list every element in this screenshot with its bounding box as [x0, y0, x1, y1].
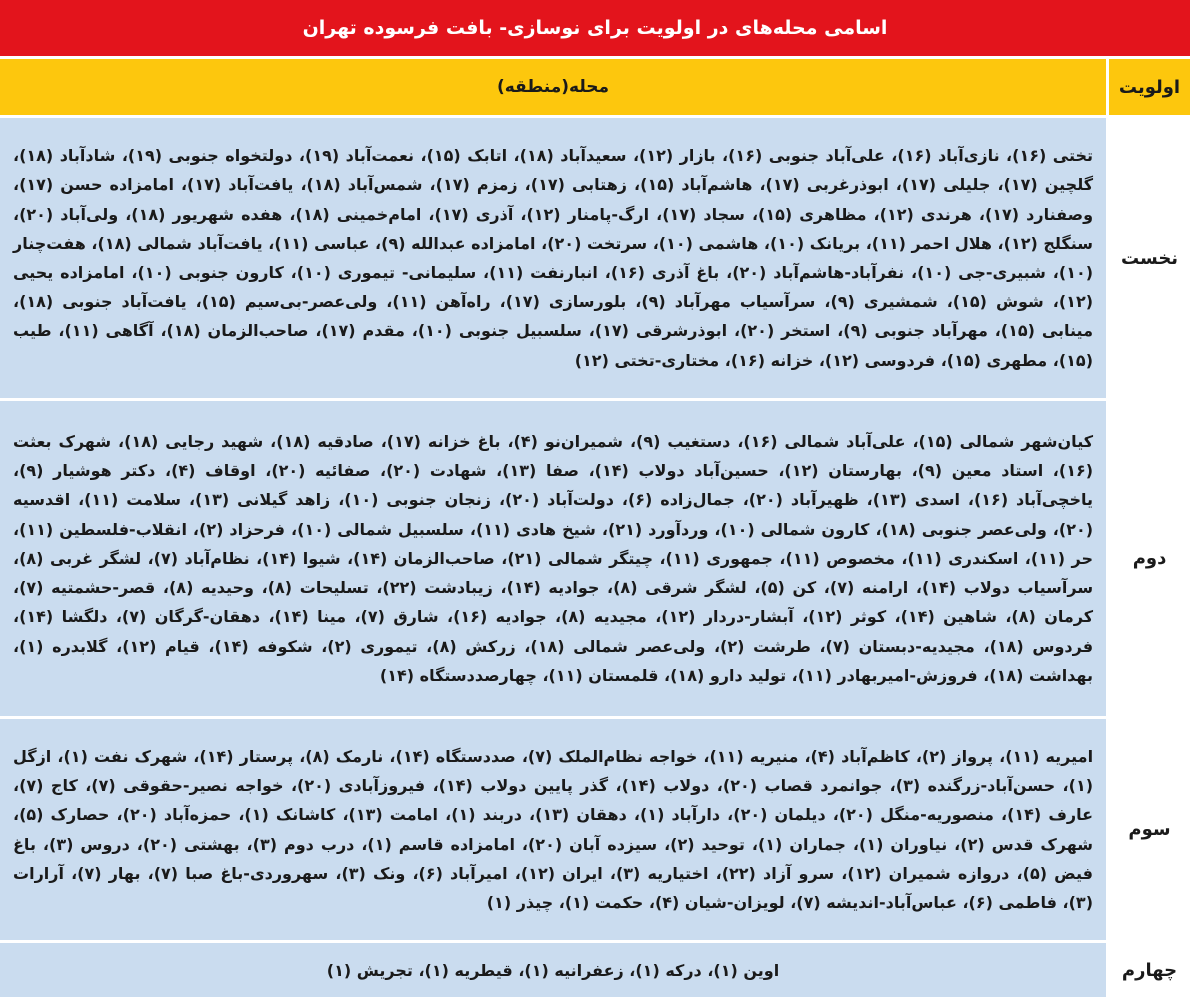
- priority-label: نخست: [1109, 118, 1190, 398]
- column-divider: [1106, 943, 1109, 997]
- priority-row-third: [0, 719, 1190, 940]
- column-divider: [1106, 719, 1109, 940]
- column-divider: [1106, 118, 1109, 398]
- header-priority: اولویت: [1109, 59, 1190, 115]
- priority-label: دوم: [1109, 401, 1190, 716]
- priority-label: چهارم: [1109, 943, 1190, 997]
- neighborhood-list-text: کیان‌شهر شمالی (۱۵)، علی‌آباد شمالی (۱۶)، دستغیب (۹)، شمیران‌نو (۴)، باغ خزانه (۱۷)، صادقیه (۱۸)، شهید رجایی (۱۸)، شهرک بعثت (۱۶)، استاد معین (۹)، بهارستان (۱۲)، حسین‌آباد دولاب (۱۴)، صفا (۱۳)، شهادت (۲۰)، صفائیه (۲۰)، اوقاف (۴)، دکتر هوشیار (۹)، یاخچی‌آباد (۱۶)، اسدی (۱۳)، ظهیرآباد (۲۰)، جمال‌زاده (۶)، دولت‌آباد (۲۰)، زنجان جنوبی (۱۰)، زاهد گیلانی (۱۳)، سلامت (۱۱)، اقدسیه (۲۰)، ولی‌عصر جنوبی (۱۸)، کارون شمالی (۱۰)، وردآورد (۲۱)، شیخ هادی (۱۱)، سلسبیل شمالی (۱۰)، فرحزاد (۲)، انقلاب-فلسطین (۱۱)، حر (۱۱)، اسکندری (۱۱)، مخصوص (۱۱)، جمهوری (۱۱)، چیتگر شمالی (۲۱)، صاحب‌الزمان (۱۴)، شیوا (۱۴)، نظام‌آباد (۷)، لشگر غربی (۸)، سرآسیاب دولاب (۱۴)، ارامنه (۷)، کن (۵)، لشگر شرقی (۸)، جوادیه (۱۴)، زیبادشت (۲۲)، تسلیحات (۸)، وحیدیه (۸)، قصر-حشمتیه (۷)، کرمان (۸)، شاهین (۱۴)، کوثر (۱۲)، آبشار-دردار (۱۲)، مجیدیه (۸)، جوادیه (۱۶)، شارق (۷)، مینا (۱۴)، دهقان-گرگان (۷)، دلگشا (۱۴)، فردوس (۱۸)، مجیدیه-دبستان (۷)، طرشت (۲)، ولی‌عصر شمالی (۱۸)، زرکش (۸)، تیموری (۲)، شکوفه (۱۴)، قیام (۱۲)، گلابدره (۱)، بهداشت (۱۸)، فروزش-امیربهادر (۱۱)، تولید دارو (۱۸)، قلمستان (۱۱)، چهارصددستگاه (۱۴): [13, 432, 1094, 685]
- priority-label: سوم: [1109, 719, 1190, 940]
- header-row: [0, 59, 1190, 115]
- column-divider: [1106, 59, 1109, 115]
- neighborhood-list-text: تختی (۱۶)، نازی‌آباد (۱۶)، علی‌آباد جنوبی (۱۶)، بازار (۱۲)، سعیدآباد (۱۸)، اتابک (۱۵)، نعمت‌آباد (۱۹)، دولتخواه جنوبی (۱۹)، شادآباد (۱۸)، گلچین (۱۷)، جلیلی (۱۷)، ابوذرغربی (۱۷)، هاشم‌آباد (۱۵)، زهتابی (۱۷)، زمزم (۱۷)، شمس‌آباد (۱۸)، یافت‌آباد (۱۷)، امامزاده حسن (۱۷)، وصفنارد (۱۷)، هرندی (۱۲)، مظاهری (۱۵)، سجاد (۱۷)، ارگ-پامنار (۱۲)، آذری (۱۷)، امام‌خمینی (۱۸)، هفده شهریور (۱۸)، ولی‌آباد (۲۰)، سنگلج (۱۲)، هلال احمر (۱۱)، بریانک (۱۰)، هاشمی (۱۰)، سرتخت (۲۰)، امامزاده عبدالله (۹)، عباسی (۱۱)، یافت‌آباد شمالی (۱۸)، هفت‌چنار (۱۰)، شبیری-جی (۱۰)، نفرآباد-هاشم‌آباد (۲۰)، باغ آذری (۱۶)، انبارنفت (۱۱)، سلیمانی- تیموری (۱۰)، کارون جنوبی (۱۰)، امامزاده یحیی (۱۲)، شوش (۱۵)، شمشیری (۹)، سرآسیاب مهرآباد (۹)، بلورسازی (۱۷)، راه‌آهن (۱۱)، ولی‌عصر-بی‌سیم (۱۵)، یافت‌آباد جنوبی (۱۸)، مینابی (۱۵)، مهرآباد جنوبی (۹)، استخر (۲۰)، ابوذرشرقی (۱۷)، سلسبیل جنوبی (۱۰)، مقدم (۱۷)، صاحب‌الزمان (۱۸)، آگاهی (۱۱)، طیب (۱۵)، مطهری (۱۵)، فردوسی (۱۲)، خزانه (۱۶)، مختاری-تختی (۱۲): [13, 146, 1094, 370]
- neighborhood-list: [0, 118, 1106, 398]
- priority-row-second: [0, 401, 1190, 716]
- neighborhood-list: [0, 719, 1106, 940]
- neighborhood-list: [0, 401, 1106, 716]
- neighborhood-list-text: امیریه (۱۱)، پرواز (۲)، کاظم‌آباد (۴)، منیریه (۱۱)، خواجه نظام‌الملک (۷)، صددستگاه (۱۴)، نارمک (۸)، پرستار (۱۴)، شهرک نفت (۱)، ازگل (۱)، حسن‌آباد-زرگنده (۳)، جوانمرد قصاب (۲۰)، دولاب (۱۴)، گذر پایین دولاب (۱۴)، فیروزآبادی (۲۰)، خواجه نصیر-حقوقی (۷)، کاج (۷)، عارف (۱۴)، منصوریه-منگل (۲۰)، دیلمان (۲۰)، دارآباد (۱)، دهقان (۱۳)، دربند (۱)، امامت (۱۳)، کاشانک (۱)، حمزه‌آباد (۲۰)، حصارک (۵)، شهرک قدس (۲)، نیاوران (۱)، جماران (۱)، توحید (۲)، سیزده آبان (۲۰)، امامزاده قاسم (۱)، درب دوم (۳)، بهشتی (۲۰)، دروس (۳)، باغ فیض (۵)، دروازه شمیران (۱۲)، سرو آزاد (۲۲)، اختیاریه (۳)، ایران (۱۲)، امیرآباد (۶)، ونک (۳)، سهروردی-باغ صبا (۷)، بهار (۷)، آرارات (۳)، فاطمی (۶)، عباس‌آباد-اندیشه (۷)، لویزان-شیان (۴)، حکمت (۱)، چیذر (۱): [13, 746, 1094, 912]
- neighborhood-list-text: اوین (۱)، درکه (۱)، زعفرانیه (۱)، قیطریه (۱)، تجریش (۱): [326, 960, 780, 980]
- column-divider: [1106, 401, 1109, 716]
- neighborhood-list: [0, 943, 1106, 997]
- table-title: اسامی محله‌های در اولویت برای نوسازی- بافت فرسوده تهران: [0, 0, 1190, 56]
- priority-row-first: [0, 118, 1190, 398]
- priority-row-fourth: [0, 943, 1190, 997]
- header-neighborhood: محله(منطقه): [0, 59, 1106, 115]
